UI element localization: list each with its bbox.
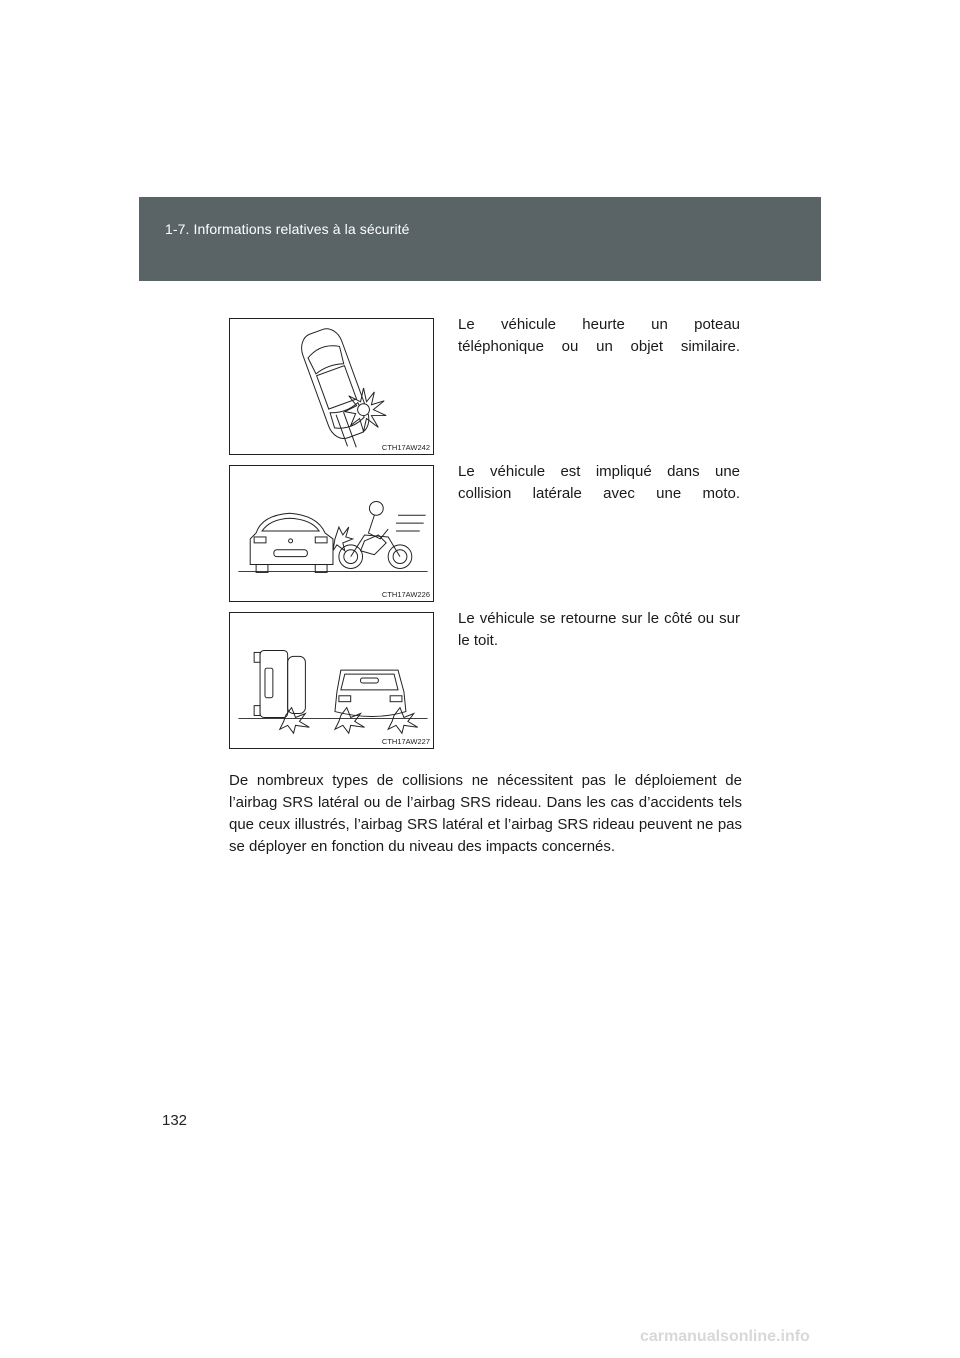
figure-caption: Le véhicule se retourne sur le côté ou sur le toit. <box>458 610 740 649</box>
pole-impact-illustration <box>230 319 433 454</box>
section-title: 1-7. Informations relatives à la sécurité <box>165 221 410 237</box>
page-number: 132 <box>162 1112 188 1129</box>
figure-rollover <box>229 612 434 749</box>
figure-pole-impact <box>229 318 434 455</box>
figure-caption: Le véhicule est impliqué dans une collision latérale avec une moto. <box>458 463 740 502</box>
figure-code: CTH17AW226 <box>381 590 430 599</box>
figure-motorcycle-collision <box>229 465 434 602</box>
watermark: carmanualsonline.info <box>640 1328 810 1345</box>
figure-code: CTH17AW242 <box>381 443 430 452</box>
motorcycle-collision-illustration <box>230 466 433 601</box>
rollover-illustration <box>230 613 433 748</box>
figure-code: CTH17AW227 <box>381 737 430 746</box>
figure-caption: Le véhicule heurte un poteau téléphonique ou un objet similaire. <box>458 316 740 355</box>
section-header <box>139 197 821 281</box>
body-paragraph: De nombreux types de collisions ne nécessitent pas le déploiement de l’airbag SRS latéral ou de l’airbag SRS rideau. Dans les cas d’accidents tels que ceux illustrés, l’airbag SRS latéral et l’airbag SRS rideau peuvent ne pas se déployer en fonction du niveau des impacts concernés. <box>229 772 742 855</box>
